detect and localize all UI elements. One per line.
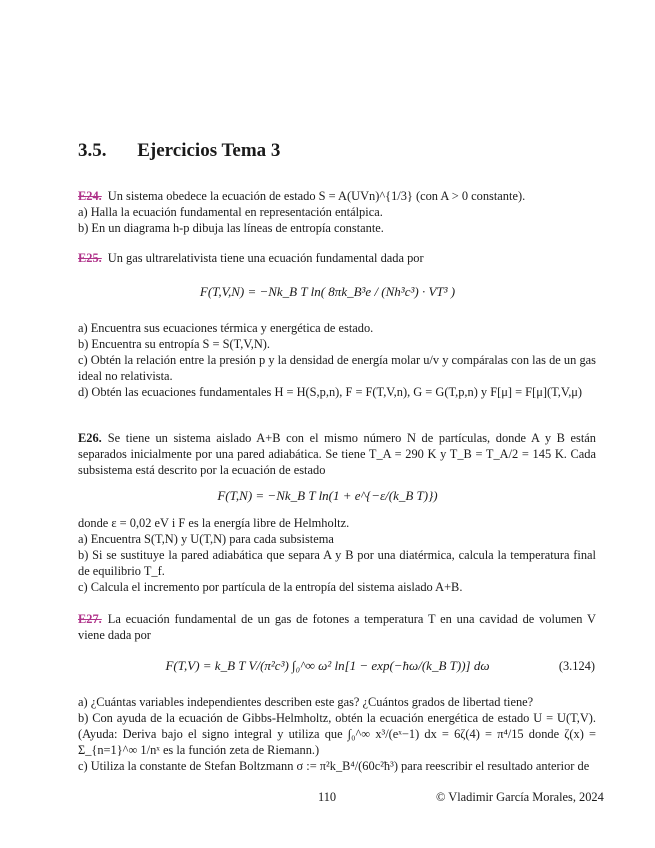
e27-part-c: c) Utiliza la constante de Stefan Boltzmann σ := π²k_B⁴/(60c²ħ³) para reescribir el resultado anterior de — [78, 759, 590, 773]
page-number: 110 — [318, 790, 337, 804]
e24-part-b: b) En un diagrama h-p dibuja las líneas de entropía constante. — [78, 221, 384, 235]
e25-part-b: b) Encuentra su entropía S = S(T,V,N). — [78, 337, 271, 351]
e27-id: E27. — [78, 612, 102, 626]
e26-id: E26. — [78, 431, 102, 445]
section-number: 3.5. — [78, 140, 107, 161]
section-title: Ejercicios Tema 3 — [137, 140, 281, 161]
e26-intro: Se tiene un sistema aislado A+B con el mismo número N de partículas, donde A y B están separados inicialmente por una pared adiabática. Se tiene T_A = 290 K y T_B = T_A/2 = 145 K. Cada subsistema está descrito por la ecuación de estado — [78, 431, 596, 477]
e24-intro-line — [78, 188, 596, 204]
exercise-e24 — [78, 188, 596, 236]
e24-intro: Un sistema obedece la ecuación de estado S = A(UVn)^{1/3} (con A > 0 constante). — [107, 189, 526, 203]
e26-part-b: b) Si se sustituye la pared adiabática que separa A y B por una diatérmica, calcula la temperatura final de equilibrio T_f. — [78, 548, 596, 578]
exercise-e27-parts — [78, 694, 596, 774]
e25-part-a: a) Encuentra sus ecuaciones térmica y energética de estado. — [78, 321, 374, 335]
e24-id: E24. — [78, 189, 102, 203]
exercise-e27 — [78, 611, 596, 643]
e26-part-a: a) Encuentra S(T,N) y U(T,N) para cada subsistema — [78, 532, 334, 546]
exercise-e25-parts — [78, 320, 596, 400]
exercise-e26-parts — [78, 515, 596, 595]
e27-part-a: a) ¿Cuántas variables independientes describen este gas? ¿Cuántos grados de libertad tiene? — [78, 695, 534, 709]
copyright: © Vladimir García Morales, 2024 — [436, 790, 604, 804]
e25-id: E25. — [78, 251, 102, 265]
e25-intro: Un gas ultrarelativista tiene una ecuación fundamental dada por — [107, 251, 424, 265]
exercise-e26 — [78, 430, 596, 478]
e27-intro: La ecuación fundamental de un gas de fotones a temperatura T en una cavidad de volumen V viene dada por — [78, 612, 596, 642]
e27-equation-number: (3.124) — [558, 659, 595, 673]
e25-part-c: c) Obtén la relación entre la presión p y la densidad de energía molar u/v y compáralas con las de un gas ideal no relativista. — [78, 353, 596, 383]
e27-equation: F(T,V) = k_B T V/(π²c³) ∫₀^∞ ω² ln[1 − exp(−ħω/(k_B T))] dω — [165, 658, 490, 673]
e24-part-a: a) Halla la ecuación fundamental en representación entálpica. — [78, 205, 383, 219]
e26-where: donde ε = 0,02 eV i F es la energía libre de Helmholtz. — [78, 516, 350, 530]
e25-equation: F(T,V,N) = −Nk_B T ln( 8πk_B³e / (Nh³c³) · VT³ ) — [199, 284, 456, 299]
e26-equation: F(T,N) = −Nk_B T ln(1 + e^{−ε/(k_B T)}) — [217, 488, 438, 503]
section-heading — [78, 140, 280, 162]
e27-part-b: b) Con ayuda de la ecuación de Gibbs-Helmholtz, obtén la ecuación energética de estado U = U(T,V). (Ayuda: Deriva bajo el signo integral y utiliza que ∫₀^∞ x³/(eˣ−1) dx = 6ζ(4) = π⁴/15 donde ζ(x) = Σ_{n=1}^∞ 1/nˣ es la función zeta de Riemann.) — [78, 711, 596, 757]
exercise-e25 — [78, 250, 596, 266]
e25-part-d: d) Obtén las ecuaciones fundamentales H = H(S,p,n), F = F(T,V,n), G = G(T,p,n) y F[μ] = F[μ](T,V,μ) — [78, 385, 583, 399]
e26-part-c: c) Calcula el incremento por partícula de la entropía del sistema aislado A+B. — [78, 580, 463, 594]
